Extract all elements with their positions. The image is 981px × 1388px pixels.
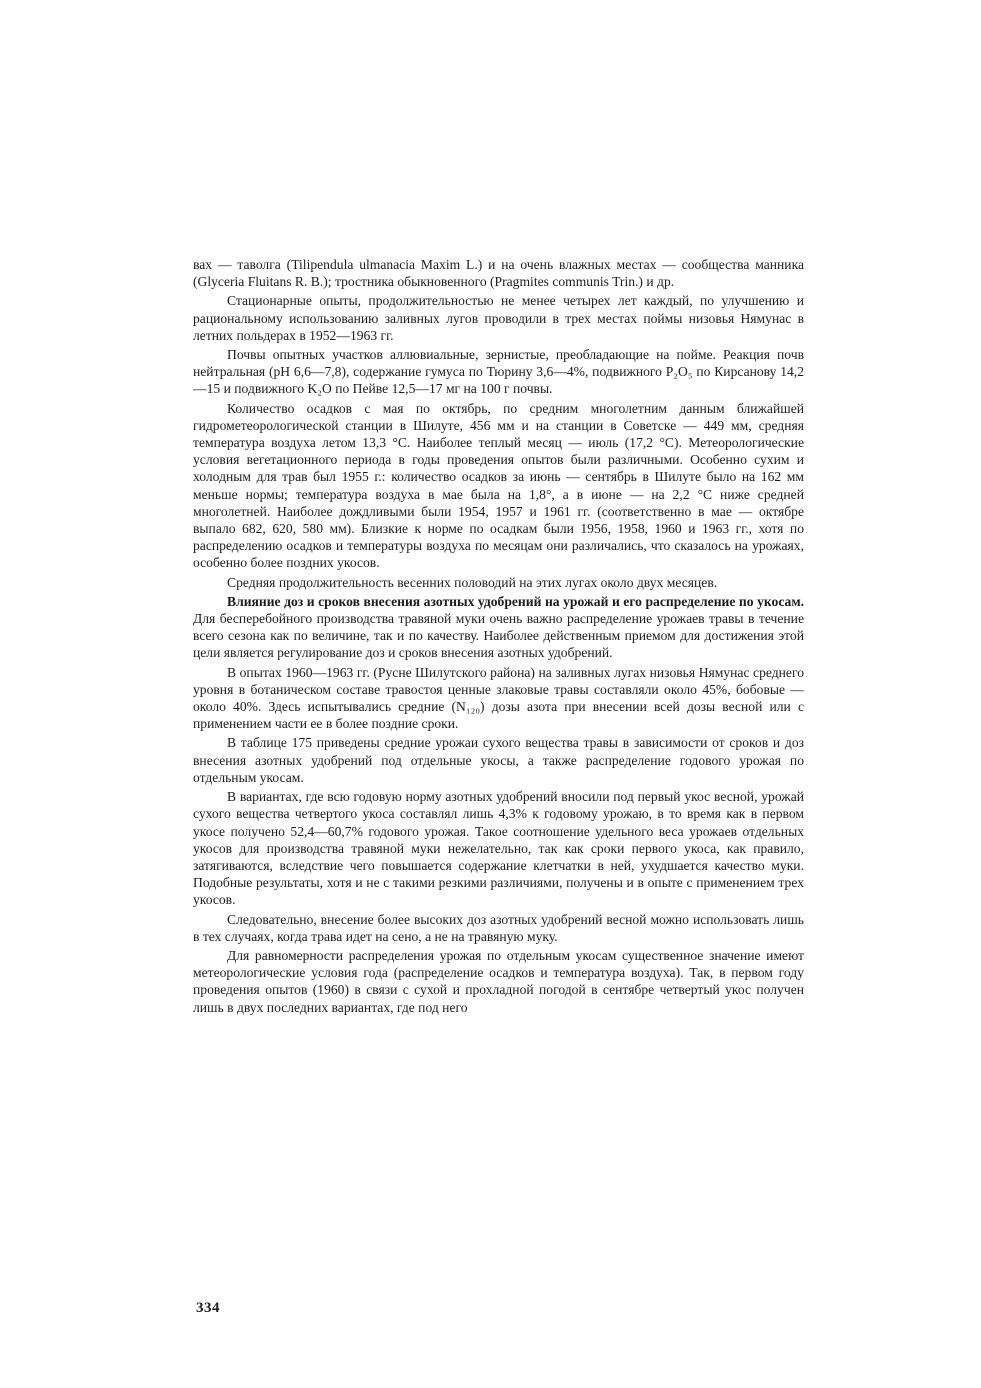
paragraph-weather: Для равномерности распределения урожая по отдельным укосам существенное значение имеют метеорологические условия года (распределение осадков и температура воздуха). Так, в первом году проведения опытов (1960) в связи с сухой и прохладной погодой в сентябре четвертый укос получен лишь в двух последних вариантах, где под него [193, 947, 804, 1015]
paragraph-floods: Средняя продолжительность весенних половодий на этих лугах около двух месяцев. [227, 574, 718, 590]
section-heading: Влияние доз и сроков внесения азотных удобрений на урожай и его распределение по укосам. [227, 593, 804, 609]
paragraph-table-175: В таблице 175 приведены средние урожаи сухого вещества травы в зависимости от сроков и доз внесения азотных удобрений под отдельные укосы, а также распределение годового урожая по отдельным укосам. [193, 735, 804, 785]
page-number: 334 [196, 1300, 220, 1316]
page-text-column [193, 256, 804, 1018]
paragraph-soils: Почвы опытных участков аллювиальные, зернистые, преобладающие на пойме. Реакция почв нейтральная (pH 6,6—7,8), содержание гумуса по Тюрину 3,6—4%, подвижного P₂O₅ по Кирсанову 14,2—15 и подвижного K₂O по Пейве 12,5—17 мг на 100 г почвы. [193, 347, 804, 397]
paragraph-stationary-experiments: Стационарные опыты, продолжительностью не менее четырех лет каждый, по улучшению и рациональному использованию заливных лугов проводили в трех местах поймы низовья Нямунас в летних польдерах в 1952—1963 гг. [193, 293, 804, 343]
paragraph-vegetation: вах — таволга (Tilipendula ulmanacia Maxim L.) и на очень влажных местах — сообщества манника (Glyceria Fluitans R. B.); тростника обыкновенного (Pragmites communis Trin.) и др. [193, 257, 804, 290]
section-text: Для бесперебойного производства травяной муки очень важно распределение урожаев травы в течение всего сезона как по величине, так и по качеству. Наиболее действенным приемом для достижения этой цели является регулирование доз и сроков внесения азотных удобрений. [193, 611, 804, 661]
paragraph-conclusion: Следовательно, внесение более высоких доз азотных удобрений весной можно использовать лишь в тех случаях, когда трава идет на сено, а не на травяную муку. [193, 911, 804, 944]
paragraph-variants: В вариантах, где всю годовую норму азотных удобрений вносили под первый укос весной, урожай сухого вещества четвертого укоса составлял лишь 4,3% к годовому урожаю, в то время как в первом укосе получено 52,4—60,7% годового урожая. Такое соотношение удельного веса урожаев отдельных укосов для производства травяной муки нежелательно, так как сроки первого укоса, как правило, затягиваются, вследствие чего повышается содержание клетчатки в ней, ухудшается качество муки. Подобные результаты, хотя и не с такими резкими различиями, получены и в опыте с применением трех укосов. [193, 789, 804, 908]
paragraph-precipitation: Количество осадков с мая по октябрь, по средним многолетним данным ближайшей гидрометеорологической станции в Шилуте, 456 мм и на станции в Советске — 449 мм, средняя температура воздуха летом 13,3 °С. Наиболее теплый месяц — июль (17,2 °С). Метеорологические условия вегетационного периода в годы проведения опытов были различными. Особенно сухим и холодным для трав был 1955 г.: количество осадков за июнь — сентябрь в Шилуте было на 162 мм меньше нормы; температура воздуха в мае была на 1,8°, а в июне — на 2,2 °С ниже средней многолетней. Наиболее дождливыми были 1954, 1957 и 1961 гг. (соответственно в мае — октябре выпало 682, 620, 580 мм). Близкие к норме по осадкам были 1956, 1958, 1960 и 1963 гг., хотя по распределению осадков и температуры воздуха по месяцам они различались, что сказалось на урожаях, особенно более поздних укосов. [193, 400, 804, 571]
paragraph-section-nitrogen [193, 593, 804, 662]
paragraph-experiments-1960: В опытах 1960—1963 гг. (Русне Шилутского района) на заливных лугах низовья Нямунас среднего уровня в ботаническом составе травостоя ценные злаковые травы составляли около 45%, бобовые — около 40%. Здесь испытывались средние (N₁₂₀) дозы азота при внесении всей дозы весной или с применением части ее в более поздние сроки. [193, 664, 804, 732]
